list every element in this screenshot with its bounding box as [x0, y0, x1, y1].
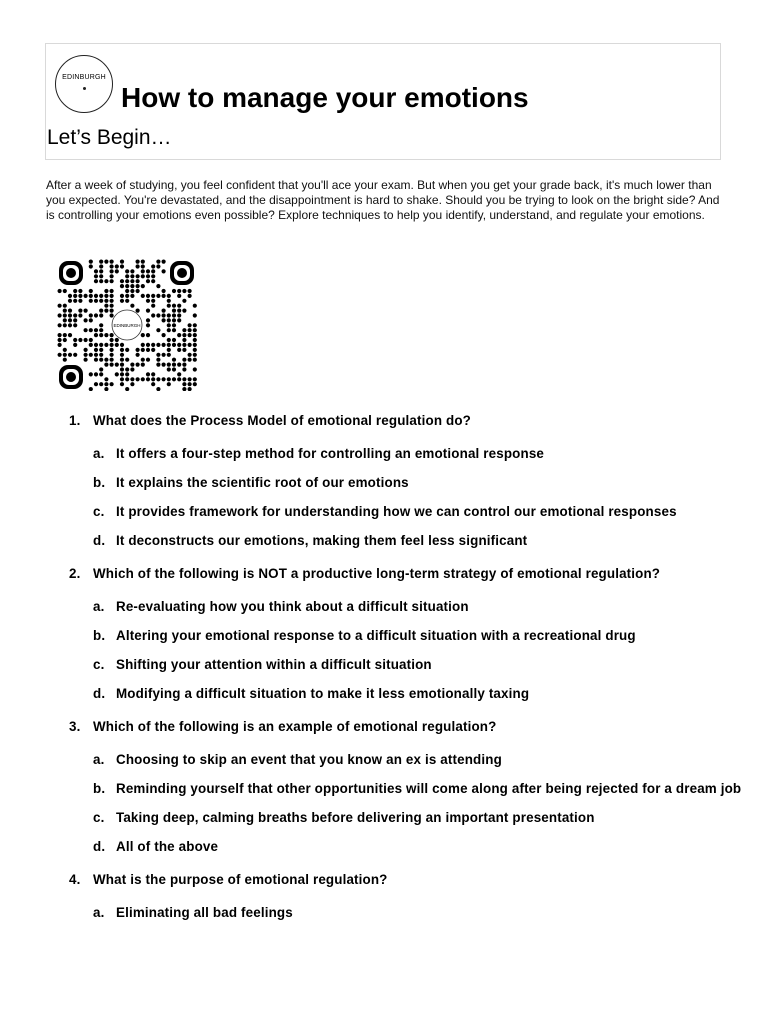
- question-row: [69, 871, 749, 888]
- question-row: [69, 718, 749, 735]
- question-row: [69, 412, 749, 429]
- answer-option[interactable]: [93, 533, 749, 549]
- option-text: All of the above: [116, 839, 219, 854]
- qr-center-logo: [112, 310, 142, 340]
- option-letter: b.: [93, 475, 106, 490]
- option-letter: a.: [93, 905, 105, 920]
- answer-option[interactable]: [93, 504, 749, 520]
- option-letter: d.: [93, 686, 106, 701]
- question-text: Which of the following is NOT a productive long-term strategy of emotional regulation?: [93, 566, 661, 581]
- option-text: It provides framework for understanding how we can control our emotional responses: [116, 504, 677, 519]
- header-box: [45, 43, 721, 160]
- option-text: Re-evaluating how you think about a difficult situation: [116, 599, 469, 614]
- answer-option[interactable]: [93, 657, 749, 673]
- answer-option[interactable]: [93, 628, 749, 644]
- answer-option[interactable]: [93, 905, 749, 921]
- intro-paragraph: After a week of studying, you feel confident that you'll ace your exam. But when you get your grade back, it's much lower than you expected. You're devastated, and the disappointment is hard to shake. Should you be trying to look on the bright side? And is controlling your emotions even possible? Explore techniques to help you identify, understand, and regulate your emotions.: [46, 178, 720, 222]
- option-letter: c.: [93, 657, 105, 672]
- option-text: Modifying a difficult situation to make it less emotionally taxing: [116, 686, 530, 701]
- qr-finder-bottom-left: [59, 365, 83, 389]
- logo-text: EDINBURGH: [62, 74, 106, 81]
- question-row: [69, 565, 749, 582]
- option-letter: b.: [93, 781, 106, 796]
- option-letter: a.: [93, 446, 105, 461]
- qr-center-text: EDINBURGH: [113, 323, 141, 328]
- option-letter: d.: [93, 839, 106, 854]
- option-text: Reminding yourself that other opportunities will come along after being rejected for a dream job: [116, 781, 742, 796]
- answer-options: [93, 599, 749, 702]
- question-2: [69, 565, 749, 702]
- answer-option[interactable]: [93, 810, 749, 826]
- qr-code[interactable]: [57, 259, 197, 391]
- option-letter: c.: [93, 810, 105, 825]
- question-1: [69, 412, 749, 549]
- option-text: Choosing to skip an event that you know an ex is attending: [116, 752, 502, 767]
- option-letter: d.: [93, 533, 106, 548]
- option-text: It deconstructs our emotions, making them feel less significant: [116, 533, 528, 548]
- option-letter: a.: [93, 599, 105, 614]
- question-text: Which of the following is an example of emotional regulation?: [93, 719, 497, 734]
- answer-option[interactable]: [93, 752, 749, 768]
- option-letter: c.: [93, 504, 105, 519]
- answer-option[interactable]: [93, 446, 749, 462]
- page-title: How to manage your emotions: [121, 82, 529, 113]
- qr-finder-top-right: [170, 261, 194, 285]
- answer-options: [93, 905, 749, 921]
- option-text: It explains the scientific root of our emotions: [116, 475, 409, 490]
- option-text: Shifting your attention within a difficult situation: [116, 657, 432, 672]
- option-letter: a.: [93, 752, 105, 767]
- question-text: What is the purpose of emotional regulation?: [93, 872, 388, 887]
- page-subtitle: Let’s Begin…: [47, 126, 172, 149]
- option-text: Altering your emotional response to a difficult situation with a recreational drug: [116, 628, 636, 643]
- question-number: 3.: [69, 719, 81, 734]
- question-3: [69, 718, 749, 855]
- question-text: What does the Process Model of emotional regulation do?: [93, 413, 472, 428]
- answer-option[interactable]: [93, 781, 749, 797]
- answer-option[interactable]: [93, 686, 749, 702]
- edinburgh-logo: [55, 55, 113, 113]
- question-number: 2.: [69, 566, 81, 581]
- answer-options: [93, 446, 749, 549]
- option-text: It offers a four-step method for controlling an emotional response: [116, 446, 545, 461]
- answer-option[interactable]: [93, 599, 749, 615]
- question-4: [69, 871, 749, 921]
- logo-dot: [83, 87, 86, 90]
- option-text: Eliminating all bad feelings: [116, 905, 293, 920]
- option-letter: b.: [93, 628, 106, 643]
- questions-list: [69, 412, 749, 937]
- question-number: 1.: [69, 413, 81, 428]
- answer-options: [93, 752, 749, 855]
- answer-option[interactable]: [93, 475, 749, 491]
- answer-option[interactable]: [93, 839, 749, 855]
- option-text: Taking deep, calming breaths before delivering an important presentation: [116, 810, 595, 825]
- question-number: 4.: [69, 872, 81, 887]
- qr-finder-top-left: [59, 261, 83, 285]
